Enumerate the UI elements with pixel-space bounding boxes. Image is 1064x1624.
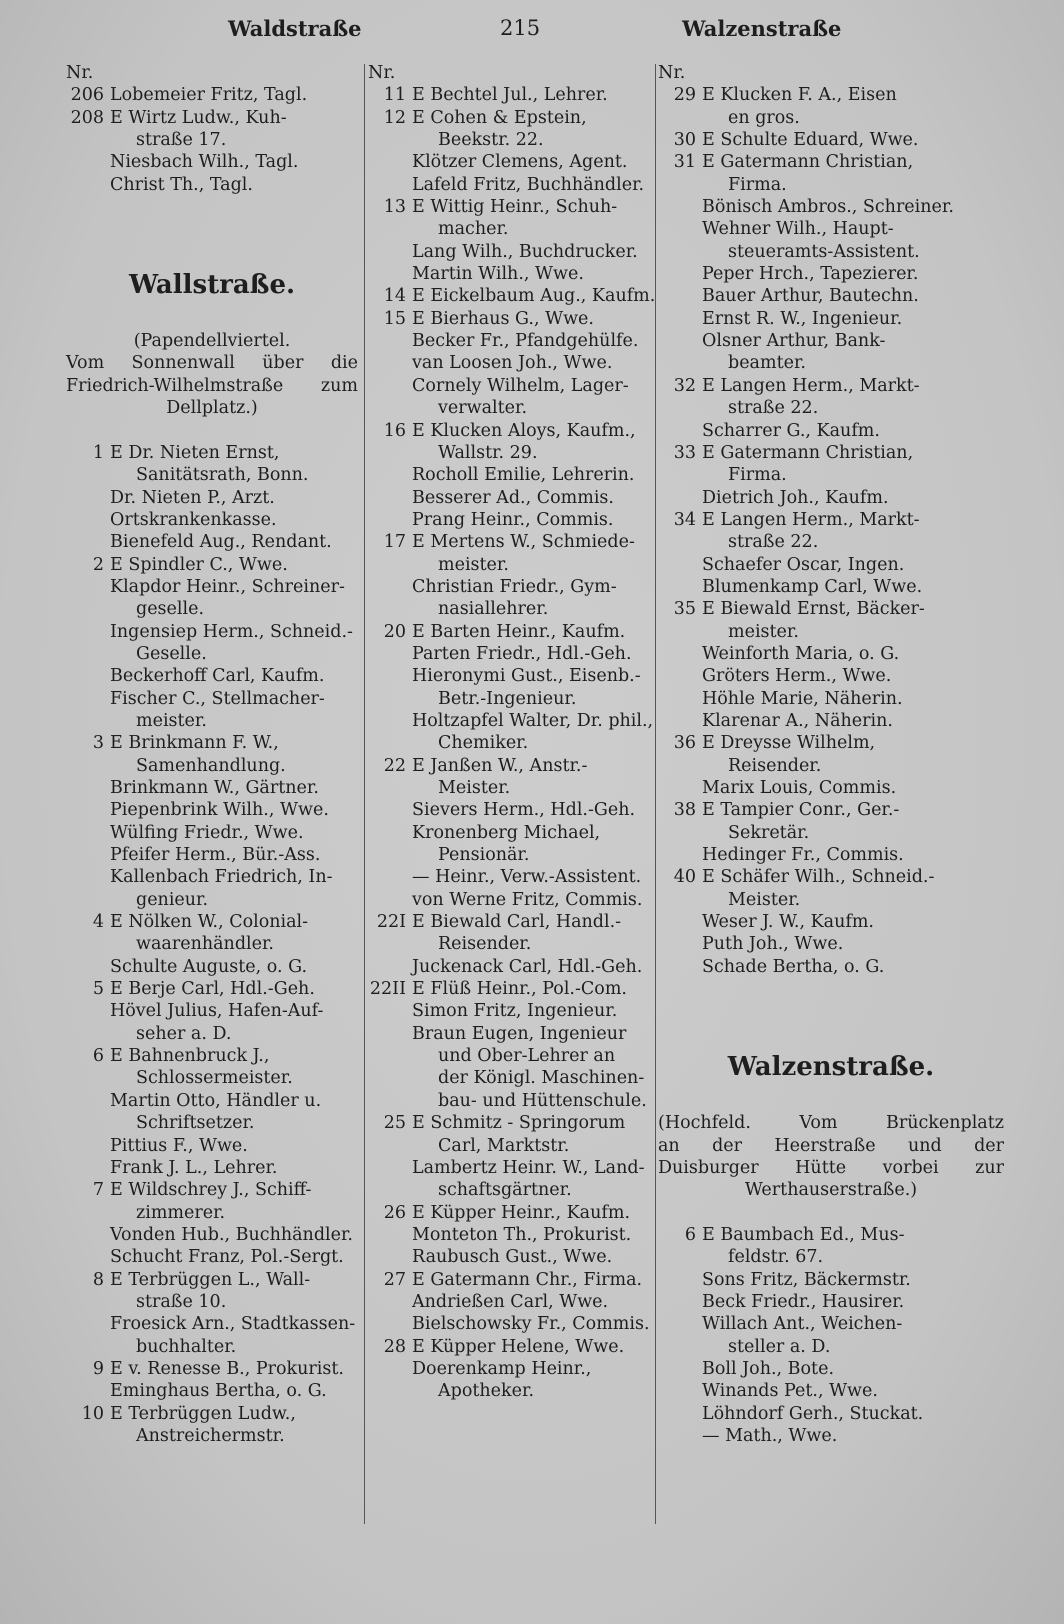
resident-line: Kronenberg Michael, <box>412 822 601 843</box>
entry-line <box>368 285 656 307</box>
continuation-line: Wallstr. 29. <box>438 442 538 463</box>
continuation-line: Firma. <box>728 465 787 486</box>
resident-line: van Loosen Joh., Wwe. <box>412 353 613 374</box>
resident-line: Wülfing Friedr., Wwe. <box>110 822 304 843</box>
continuation-line: en gros. <box>728 107 800 128</box>
resident-line: Ernst R. W., Ingenieur. <box>702 308 903 329</box>
column-divider <box>655 64 656 1524</box>
resident-text: E Langen Herm., Markt- <box>702 375 920 396</box>
resident-line: Frank J. L., Lehrer. <box>110 1157 278 1178</box>
resident-line: Dietrich Joh., Kaufm. <box>702 487 889 508</box>
continuation-line: straße 10. <box>136 1291 227 1312</box>
blank-line <box>658 978 1004 1000</box>
resident-line: Hieronymi Gust., Eisenb.- <box>412 666 641 687</box>
entry-line <box>66 1403 358 1425</box>
resident-text: E Dreysse Wilhelm, <box>702 733 876 754</box>
resident-text: E Dr. Nieten Ernst, <box>110 442 280 463</box>
entry-line <box>658 129 1004 151</box>
column-header: Nr. <box>368 63 396 83</box>
house-number: 20 <box>383 621 406 642</box>
resident-line: Lafeld Fritz, Buchhändler. <box>412 174 645 195</box>
resident-text: E Nölken W., Colonial- <box>110 912 309 933</box>
house-number: 4 <box>92 912 104 933</box>
column-3 <box>658 62 1004 1447</box>
continuation-line: Schriftsetzer. <box>136 1113 255 1134</box>
continuation-line: zimmerer. <box>136 1202 226 1223</box>
resident-line: Froesick Arn., Stadtkassen- <box>110 1314 356 1335</box>
entry-line <box>368 1112 650 1134</box>
continuation-line: straße 22. <box>728 398 819 419</box>
resident-line: Fischer C., Stellmacher- <box>110 688 325 709</box>
house-number: 25 <box>383 1113 406 1134</box>
resident-line: Juckenack Carl, Hdl.-Geh. <box>412 956 643 977</box>
resident-line: Kallenbach Friedrich, In- <box>110 867 333 888</box>
continuation-line: Anstreichermstr. <box>136 1425 285 1446</box>
resident-line: Prang Heinr., Commis. <box>412 509 614 530</box>
resident-text: E Schäfer Wilh., Schneid.- <box>702 867 935 888</box>
resident-line: Beck Friedr., Hausirer. <box>702 1291 905 1312</box>
resident-line: Besserer Ad., Commis. <box>412 487 614 508</box>
house-number: 10 <box>81 1403 104 1424</box>
column-header: Nr. <box>658 63 686 83</box>
house-number: 32 <box>673 375 696 396</box>
continuation-line: nasiallehrer. <box>438 599 549 620</box>
resident-line: Piepenbrink Wilh., Wwe. <box>110 800 329 821</box>
resident-text: E Flüß Heinr., Pol.-Com. <box>412 979 627 1000</box>
resident-text: E Barten Heinr., Kaufm. <box>412 621 626 642</box>
resident-line: Bielschowsky Fr., Commis. <box>412 1314 650 1335</box>
house-number: 13 <box>383 197 406 218</box>
continuation-line: buchhalter. <box>136 1336 237 1357</box>
street-description: Werthauserstraße.) <box>744 1180 918 1201</box>
resident-line: Blumenkamp Carl, Wwe. <box>702 576 923 597</box>
entry-line <box>658 866 1004 888</box>
entry-line <box>66 1269 358 1291</box>
continuation-line: genieur. <box>136 889 209 910</box>
resident-text: E Spindler C., Wwe. <box>110 554 288 575</box>
resident-text: E Biewald Carl, Handl.- <box>412 912 622 933</box>
blank-line <box>66 218 358 240</box>
house-number: 14 <box>383 286 406 307</box>
resident-text: E Bahnenbruck J., <box>110 1046 270 1067</box>
entry-line <box>66 1179 358 1201</box>
resident-line: Schucht Franz, Pol.-Sergt. <box>110 1247 344 1268</box>
continuation-line: Beekstr. 22. <box>438 130 544 151</box>
house-number: 36 <box>673 733 696 754</box>
continuation-line: Sanitätsrath, Bonn. <box>136 465 309 486</box>
resident-text: E Eickelbaum Aug., Kaufm. <box>412 286 656 307</box>
continuation-line: feldstr. 67. <box>728 1247 824 1268</box>
street-description: (Hochfeld. Vom Brückenplatz <box>658 1113 1004 1134</box>
house-number: 26 <box>383 1202 406 1223</box>
street-description: (Papendellviertel. <box>133 331 291 352</box>
resident-line: Doerenkamp Heinr., <box>412 1358 592 1379</box>
resident-text: E Klucken F. A., Eisen <box>702 85 897 106</box>
entry-line <box>66 1045 358 1067</box>
resident-line: Klapdor Heinr., Schreiner- <box>110 576 345 597</box>
resident-line: Schulte Auguste, o. G. <box>110 956 308 977</box>
house-number: 22I <box>376 912 406 933</box>
house-number: 22II <box>369 979 406 1000</box>
resident-line: Monteton Th., Prokurist. <box>412 1224 632 1245</box>
continuation-line: geselle. <box>136 599 205 620</box>
page-number: 215 <box>500 16 541 40</box>
resident-text: E Baumbach Ed., Mus- <box>702 1224 905 1245</box>
resident-text: E Brinkmann F. W., <box>110 733 279 754</box>
street-description: Vom Sonnenwall über die <box>66 353 358 374</box>
resident-line: Hövel Julius, Hafen-Auf- <box>110 1001 324 1022</box>
entry-line <box>658 1224 1004 1246</box>
entry-line <box>368 978 650 1000</box>
running-head-left: Waldstraße <box>228 16 362 41</box>
entry-line <box>368 621 650 643</box>
resident-line: Dr. Nieten P., Arzt. <box>110 487 275 508</box>
resident-line: Lambertz Heinr. W., Land- <box>412 1157 645 1178</box>
house-number: 30 <box>673 130 696 151</box>
house-number: 2 <box>92 554 104 575</box>
resident-text: E Schmitz - Springorum <box>412 1113 626 1134</box>
resident-text: E Bechtel Jul., Lehrer. <box>412 85 608 106</box>
resident-text: E Wittig Heinr., Schuh- <box>412 197 618 218</box>
house-number: 38 <box>673 800 696 821</box>
resident-line: Höhle Marie, Näherin. <box>702 688 903 709</box>
continuation-line: Apotheker. <box>438 1381 535 1402</box>
resident-text: E Gatermann Chr., Firma. <box>412 1269 643 1290</box>
entry-line <box>658 799 1004 821</box>
continuation-line: Geselle. <box>136 643 207 664</box>
house-number: 17 <box>383 532 406 553</box>
continuation-line: meister. <box>136 710 207 731</box>
entry-line <box>658 732 1004 754</box>
house-number: 29 <box>673 85 696 106</box>
resident-line: Brinkmann W., Gärtner. <box>110 778 319 798</box>
resident-line: Parten Friedr., Hdl.-Geh. <box>412 643 632 664</box>
resident-text: E Biewald Ernst, Bäcker- <box>702 599 925 620</box>
entry-line <box>66 732 358 754</box>
entry-line <box>658 442 1004 464</box>
resident-line: Pfeifer Herm., Bür.-Ass. <box>110 845 321 866</box>
house-number: 31 <box>673 152 696 173</box>
entry-line <box>368 1202 650 1224</box>
continuation-line: waarenhändler. <box>136 934 274 955</box>
continuation-line: schaftsgärtner. <box>438 1180 572 1201</box>
continuation-line: Schlossermeister. <box>136 1068 293 1089</box>
column-2 <box>368 62 656 1403</box>
resident-line: Ingensiep Herm., Schneid.- <box>110 621 353 642</box>
blank-line <box>66 196 358 218</box>
resident-text: E Schulte Eduard, Wwe. <box>702 130 919 151</box>
continuation-line: Sekretär. <box>728 822 810 843</box>
house-number: 206 <box>70 85 104 106</box>
entry-line <box>368 308 650 330</box>
entry-line <box>66 978 358 1000</box>
continuation-line: bau- und Hüttenschule. <box>438 1090 647 1111</box>
entry-line <box>66 107 358 129</box>
resident-line: Bienefeld Aug., Rendant. <box>110 532 332 553</box>
resident-text: E Küpper Helene, Wwe. <box>412 1336 625 1357</box>
resident-text: Lobemeier Fritz, Tagl. <box>110 85 308 106</box>
resident-text: E v. Renesse B., Prokurist. <box>110 1358 344 1379</box>
entry-line <box>66 84 358 106</box>
resident-line: Wehner Wilh., Haupt- <box>702 219 894 240</box>
resident-text: E Gatermann Christian, <box>702 442 914 463</box>
house-number: 8 <box>92 1269 104 1290</box>
house-number: 35 <box>673 599 696 620</box>
continuation-line: Betr.-Ingenieur. <box>438 688 577 709</box>
house-number: 34 <box>673 509 696 530</box>
resident-line: Weser J. W., Kaufm. <box>702 912 874 933</box>
house-number: 15 <box>383 308 406 329</box>
entry-line <box>368 531 650 553</box>
resident-line: Becker Fr., Pfandgehülfe. <box>412 331 639 352</box>
street-description: Dellplatz.) <box>166 398 258 419</box>
resident-line: Willach Ant., Weichen- <box>702 1314 903 1335</box>
resident-line: Niesbach Wilh., Tagl. <box>110 152 299 173</box>
continuation-line: Carl, Marktstr. <box>438 1135 570 1156</box>
house-number: 27 <box>383 1269 406 1290</box>
house-number: 33 <box>673 442 696 463</box>
continuation-line: straße 17. <box>136 130 227 151</box>
house-number: 5 <box>92 979 104 1000</box>
house-number: 16 <box>383 420 406 441</box>
running-head-right: Walzenstraße <box>682 16 842 41</box>
resident-line: Christ Th., Tagl. <box>110 174 253 195</box>
street-description: an der Heerstraße und der <box>658 1135 1004 1156</box>
blank-line <box>66 308 358 330</box>
house-number: 7 <box>92 1180 104 1201</box>
resident-text: E Terbrüggen Ludw., <box>110 1403 296 1424</box>
house-number: 3 <box>92 733 104 754</box>
entry-line <box>368 1336 650 1358</box>
resident-line: Rocholl Emilie, Lehrerin. <box>412 465 635 486</box>
continuation-line: Firma. <box>728 174 787 195</box>
resident-line: Olsner Arthur, Bank- <box>702 331 886 352</box>
house-number: 6 <box>684 1224 696 1245</box>
resident-line: Raubusch Gust., Wwe. <box>412 1247 613 1268</box>
resident-line: Vonden Hub., Buchhändler. <box>110 1224 353 1245</box>
resident-line: Holtzapfel Walter, Dr. phil., <box>412 710 654 731</box>
blank-line <box>658 1090 1004 1112</box>
resident-text: E Gatermann Christian, <box>702 152 914 173</box>
entry-line <box>658 84 1004 106</box>
resident-line: Cornely Wilhelm, Lager- <box>412 375 629 396</box>
resident-line: von Werne Fritz, Commis. <box>412 889 643 910</box>
entry-line <box>368 420 650 442</box>
resident-line: Martin Wilh., Wwe. <box>412 264 584 285</box>
resident-line: Hedinger Fr., Commis. <box>702 845 904 866</box>
resident-text: E Bierhaus G., Wwe. <box>412 308 594 329</box>
entry-line <box>368 107 650 129</box>
resident-text: E Janßen W., Anstr.- <box>412 755 588 776</box>
house-number: 11 <box>383 85 406 106</box>
continuation-line: Meister. <box>728 889 801 910</box>
entry-line <box>658 375 1004 397</box>
resident-text: E Langen Herm., Markt- <box>702 509 920 530</box>
continuation-line: verwalter. <box>438 398 528 419</box>
resident-text: E Wirtz Ludw., Kuh- <box>110 107 287 128</box>
blank-line <box>658 1202 1004 1224</box>
resident-line: Simon Fritz, Ingenieur. <box>412 1001 618 1022</box>
blank-line <box>66 241 358 263</box>
continuation-line: meister. <box>438 554 509 575</box>
resident-line: Pittius F., Wwe. <box>110 1135 248 1156</box>
street-heading: Wallstraße. <box>128 270 296 301</box>
house-number: 208 <box>70 107 104 128</box>
continuation-line: Reisender. <box>438 934 532 955</box>
resident-text: E Terbrüggen L., Wall- <box>110 1269 311 1290</box>
continuation-line: Reisender. <box>728 755 822 776</box>
entry-line <box>658 151 1004 173</box>
resident-line: Sons Fritz, Bäckermstr. <box>702 1269 911 1290</box>
house-number: 9 <box>92 1358 104 1379</box>
resident-line: Martin Otto, Händler u. <box>110 1090 322 1111</box>
column-divider <box>364 64 365 1524</box>
entry-line <box>368 911 650 933</box>
resident-line: Weinforth Maria, o. G. <box>702 643 900 664</box>
continuation-line: und Ober-Lehrer an <box>438 1046 616 1067</box>
entry-line <box>368 755 650 777</box>
blank-line <box>658 1000 1004 1022</box>
resident-text: E Mertens W., Schmiede- <box>412 532 635 553</box>
entry-line <box>66 911 358 933</box>
continuation-line: der Königl. Maschinen- <box>438 1068 645 1089</box>
continuation-line: straße 22. <box>728 532 819 553</box>
entry-line <box>658 598 1004 620</box>
resident-text: E Küpper Heinr., Kaufm. <box>412 1202 631 1223</box>
resident-line: Klötzer Clemens, Agent. <box>412 152 628 173</box>
resident-line: Braun Eugen, Ingenieur <box>412 1023 627 1044</box>
resident-line: Andrießen Carl, Wwe. <box>412 1291 609 1312</box>
continuation-line: meister. <box>728 621 799 642</box>
resident-line: — Math., Wwe. <box>702 1425 838 1446</box>
house-number: 28 <box>383 1336 406 1357</box>
resident-text: E Cohen & Epstein, <box>412 107 587 128</box>
blank-line <box>658 1023 1004 1045</box>
resident-text: E Tampier Conr., Ger.- <box>702 800 900 821</box>
resident-line: Puth Joh., Wwe. <box>702 934 844 955</box>
resident-line: Beckerhoff Carl, Kaufm. <box>110 666 325 687</box>
continuation-line: beamter. <box>728 353 806 374</box>
resident-text: E Berje Carl, Hdl.-Geh. <box>110 979 315 1000</box>
continuation-line: macher. <box>438 219 509 240</box>
entry-line <box>368 1269 650 1291</box>
resident-line: Scharrer G., Kaufm. <box>702 420 880 441</box>
continuation-line: steller a. D. <box>728 1336 831 1357</box>
continuation-line: Chemiker. <box>438 733 529 754</box>
entry-line <box>368 84 650 106</box>
resident-line: Bönisch Ambros., Schreiner. <box>702 197 954 218</box>
resident-line: Schaefer Oscar, Ingen. <box>702 554 905 575</box>
column-header: Nr. <box>66 63 94 83</box>
resident-text: E Wildschrey J., Schiff- <box>110 1180 312 1201</box>
resident-line: Lang Wilh., Buchdrucker. <box>412 241 638 262</box>
resident-line: Christian Friedr., Gym- <box>412 576 617 597</box>
column-1 <box>66 62 358 1447</box>
blank-line <box>66 420 358 442</box>
continuation-line: Pensionär. <box>438 845 530 866</box>
entry-line <box>658 509 1004 531</box>
continuation-line: steueramts-Assistent. <box>728 241 920 262</box>
continuation-line: Samenhandlung. <box>136 755 286 776</box>
resident-line: Eminghaus Bertha, o. G. <box>110 1381 327 1402</box>
entry-line <box>66 554 358 576</box>
resident-line: Bauer Arthur, Bautechn. <box>702 286 919 307</box>
house-number: 1 <box>92 442 104 463</box>
resident-line: Winands Pet., Wwe. <box>702 1381 878 1402</box>
street-description: Duisburger Hütte vorbei zur <box>658 1157 1004 1178</box>
street-description: Friedrich-Wilhelmstraße zum <box>66 375 358 396</box>
resident-line: Klarenar A., Näherin. <box>702 710 893 731</box>
resident-line: Peper Hrch., Tapezierer. <box>702 264 919 285</box>
continuation-line: Meister. <box>438 778 511 798</box>
house-number: 40 <box>673 867 696 888</box>
street-heading: Walzenstraße. <box>727 1052 935 1083</box>
resident-line: Löhndorf Gerh., Stuckat. <box>702 1403 924 1424</box>
house-number: 12 <box>383 107 406 128</box>
entry-line <box>66 442 358 464</box>
entry-line <box>66 1358 358 1380</box>
entry-line <box>368 196 650 218</box>
resident-line: Marix Louis, Commis. <box>702 778 897 798</box>
resident-line: Schade Bertha, o. G. <box>702 956 885 977</box>
resident-line: — Heinr., Verw.-Assistent. <box>412 867 642 888</box>
resident-line: Gröters Herm., Wwe. <box>702 666 892 687</box>
house-number: 22 <box>383 755 406 776</box>
house-number: 6 <box>92 1046 104 1067</box>
resident-text: E Klucken Aloys, Kaufm., <box>412 420 636 441</box>
resident-line: Boll Joh., Bote. <box>702 1358 835 1379</box>
resident-line: Ortskrankenkasse. <box>110 509 277 530</box>
resident-line: Sievers Herm., Hdl.-Geh. <box>412 800 636 821</box>
continuation-line: seher a. D. <box>136 1023 232 1044</box>
